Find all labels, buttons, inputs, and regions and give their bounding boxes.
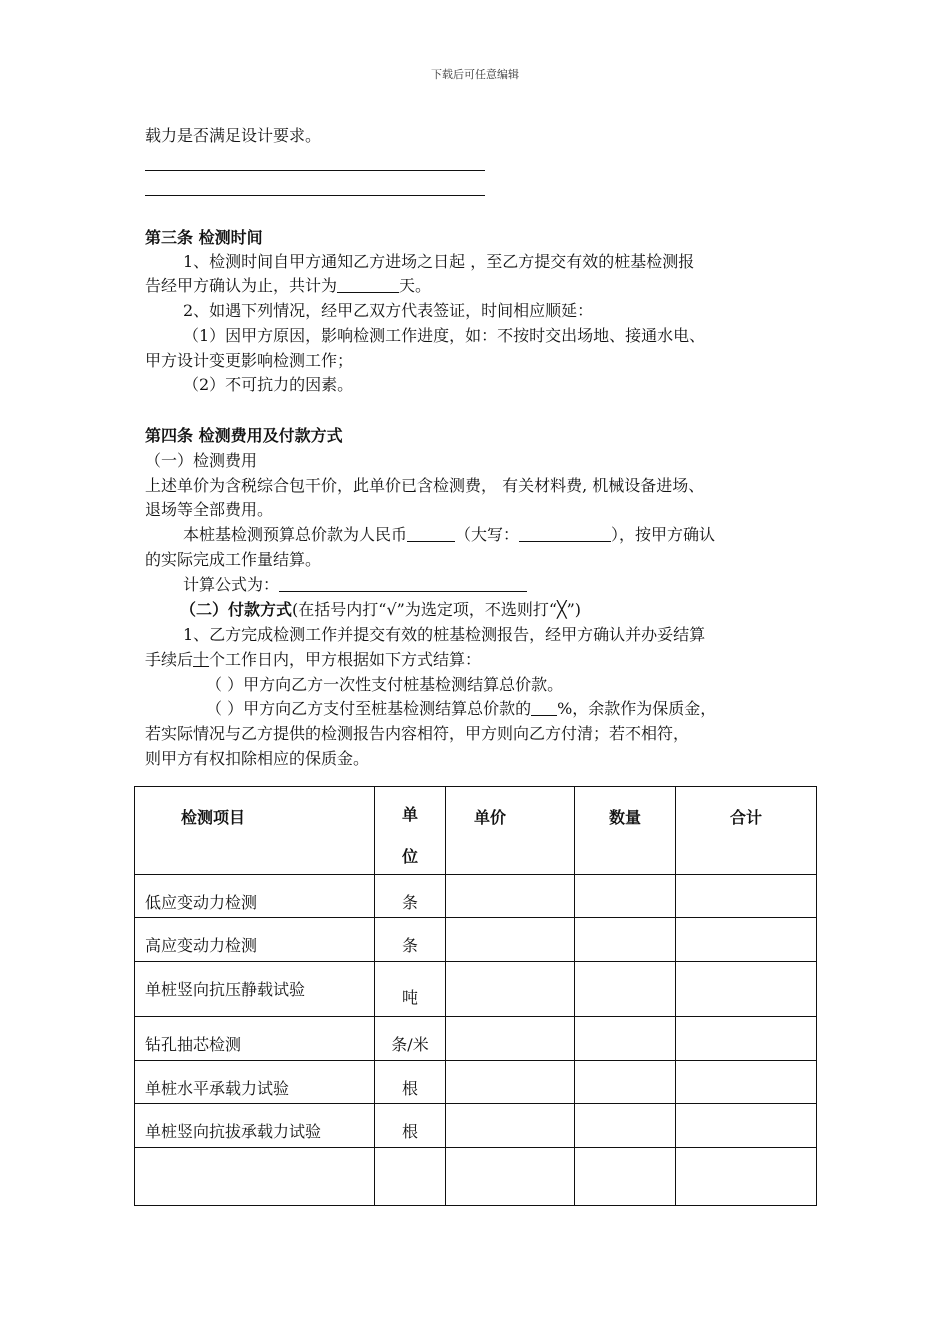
article-4-l11: 则甲方有权扣除相应的保质金。 [145, 749, 370, 768]
page-header: 下载后可任意编辑 [431, 68, 519, 81]
article-4-l7: 手续后十个工作日内，甲方根据如下方式结算： [145, 650, 482, 669]
row-unit: 条 [375, 918, 446, 962]
blank-line-2 [145, 195, 485, 196]
header-qty: 数量 [575, 787, 676, 875]
row-item: 钻孔抽芯检测 [135, 1017, 375, 1061]
option-2[interactable]: （ ）甲方向乙方支付至桩基检测结算总价款的 %，余款作为保质金， [206, 699, 717, 718]
row-unit[interactable] [375, 1148, 446, 1206]
article-4-sub2: （二）付款方式(在括号内打“√”为选定项，不选则打“╳”) [180, 600, 582, 619]
row-total[interactable] [676, 918, 817, 962]
article-4-l3: 本桩基检测预算总价款为人民币 （大写： ），按甲方确认 [183, 525, 716, 544]
row-price[interactable] [446, 962, 575, 1017]
header-total: 合计 [676, 787, 817, 875]
row-item: 单桩竖向抗拔承载力试验 [135, 1104, 375, 1148]
row-qty[interactable] [575, 1148, 676, 1206]
row-total[interactable] [676, 1017, 817, 1061]
article-3-title: 第三条 检测时间 [145, 228, 263, 247]
table-row [135, 1061, 817, 1104]
row-unit: 条 [375, 875, 446, 918]
row-qty[interactable] [575, 962, 676, 1017]
table-row-empty [135, 1148, 817, 1206]
row-price[interactable] [446, 1148, 575, 1206]
row-total[interactable] [676, 1061, 817, 1104]
row-total[interactable] [676, 875, 817, 918]
table-row [135, 918, 817, 962]
percent-blank[interactable] [531, 699, 557, 716]
header-unit: 单 位 [375, 787, 446, 875]
row-item: 低应变动力检测 [135, 875, 375, 918]
blank-line-1 [145, 170, 485, 171]
table-row [135, 962, 817, 1017]
row-price[interactable] [446, 1017, 575, 1061]
row-item: 单桩水平承载力试验 [135, 1061, 375, 1104]
row-unit: 根 [375, 1104, 446, 1148]
formula-blank[interactable] [279, 575, 527, 592]
amount-blank[interactable] [407, 525, 455, 542]
table-row [135, 875, 817, 918]
row-unit: 吨 [375, 962, 446, 1017]
row-price[interactable] [446, 1104, 575, 1148]
article-4-l6: 1、乙方完成检测工作并提交有效的桩基检测报告，经甲方确认并办妥结算 [183, 625, 706, 644]
intro-line: 载力是否满足设计要求。 [145, 126, 322, 145]
article-4-l10: 若实际情况与乙方提供的检测报告内容相符，甲方则向乙方付清；若不相符， [145, 724, 690, 743]
article-4-l4: 的实际完成工作量结算。 [145, 550, 322, 569]
row-item: 单桩竖向抗压静载试验 [135, 962, 375, 1017]
table-header-row [135, 787, 817, 875]
row-qty[interactable] [575, 1061, 676, 1104]
row-item: 高应变动力检测 [135, 918, 375, 962]
row-total[interactable] [676, 1148, 817, 1206]
row-total[interactable] [676, 1104, 817, 1148]
row-unit: 根 [375, 1061, 446, 1104]
row-qty[interactable] [575, 875, 676, 918]
row-item[interactable] [135, 1148, 375, 1206]
article-4-sub1: （一）检测费用 [145, 451, 258, 470]
days-blank[interactable] [337, 276, 399, 293]
option-1[interactable]: （ ）甲方向乙方一次性支付桩基检测结算总价款。 [206, 675, 564, 694]
fee-table [134, 786, 817, 1206]
article-4-l2: 退场等全部费用。 [145, 500, 274, 519]
article-4-title: 第四条 检测费用及付款方式 [145, 426, 343, 445]
article-3-p4: （2）不可抗力的因素。 [183, 375, 354, 394]
article-4-l5: 计算公式为： [183, 575, 527, 595]
days-count: 十 [193, 650, 210, 669]
row-price[interactable] [446, 1061, 575, 1104]
table-row [135, 1017, 817, 1061]
article-3-p1b: 告经甲方确认为止，共计为 天。 [145, 276, 432, 295]
table-row [135, 1104, 817, 1148]
article-3-p3a: （1）因甲方原因，影响检测工作进度，如：不按时交出场地、接通水电、 [183, 326, 706, 345]
row-price[interactable] [446, 918, 575, 962]
article-3-p2: 2、如遇下列情况，经甲乙双方代表签证，时间相应顺延： [183, 301, 594, 320]
row-qty[interactable] [575, 918, 676, 962]
amount-words-blank[interactable] [519, 525, 611, 542]
row-unit: 条/米 [375, 1017, 446, 1061]
row-total[interactable] [676, 962, 817, 1017]
row-price[interactable] [446, 875, 575, 918]
article-3-p1a: 1、检测时间自甲方通知乙方进场之日起 ，至乙方提交有效的桩基检测报 [183, 252, 695, 271]
article-4-l1: 上述单价为含税综合包干价，此单价已含检测费， 有关材料费, 机械设备进场、 [145, 476, 705, 495]
row-qty[interactable] [575, 1017, 676, 1061]
article-3-p3b: 甲方设计变更影响检测工作； [145, 351, 354, 370]
header-price: 单价 [446, 787, 575, 875]
row-qty[interactable] [575, 1104, 676, 1148]
header-item: 检测项目 [135, 787, 375, 875]
